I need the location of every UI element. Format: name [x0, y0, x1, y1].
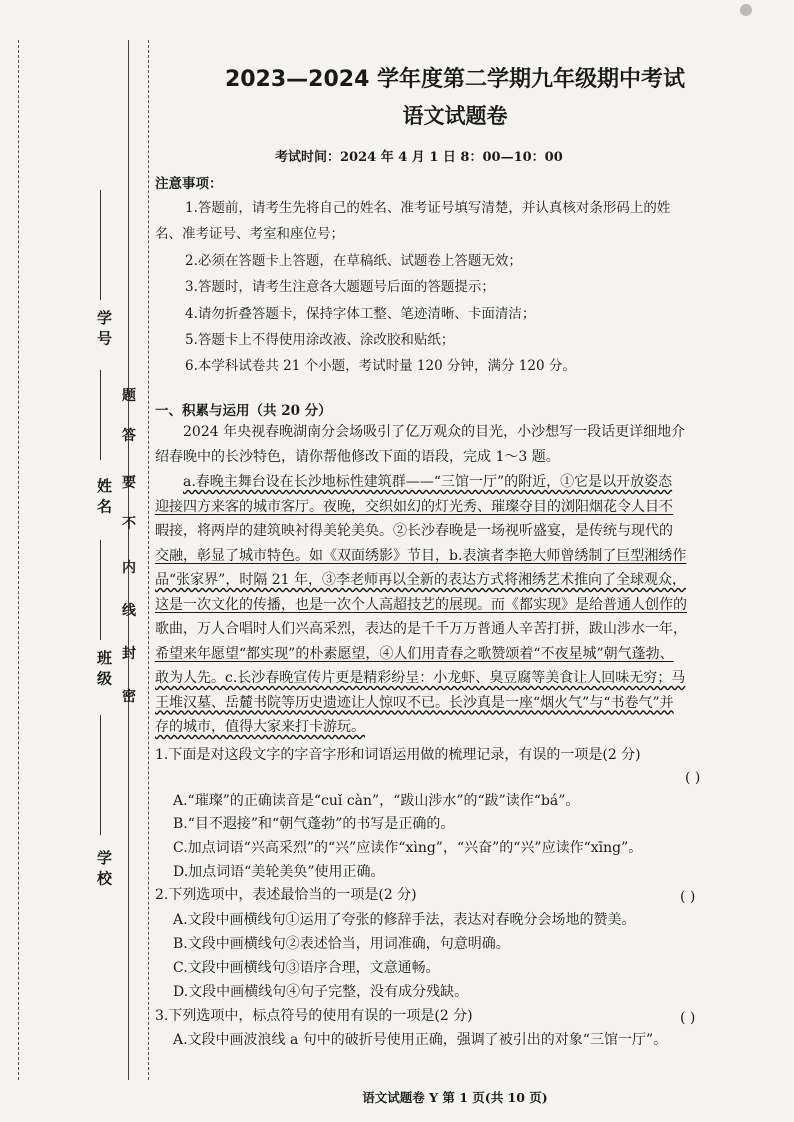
passage-line: 交融，彰显了城市特色。如《双面绣影》节目，b.表演者李艳大师曾绣制了巨型湘绣作 [155, 547, 687, 564]
passage-line: 敢为人先。c.长沙春晚宣传片更是精彩纷呈：小龙虾、臭豆腐等美食让人回味无穷；马 [155, 670, 686, 686]
option-b: B.文段中画横线句②表述恰当，用词准确，句意明确。 [173, 936, 510, 952]
school-blank[interactable] [100, 715, 102, 835]
exam-time: 考试时间：2024 年 4 月 1 日 8：00—10：00 [275, 150, 563, 165]
passage [155, 470, 735, 740]
notes-heading: 注意事项： [155, 176, 223, 192]
passage-line: 这是一次文化的传播，也是一次个人高超技艺的展现。而《都实现》是给普通人创作的 [155, 596, 687, 613]
option-c: C.加点词语“兴高采烈”的“兴”应读作“xìng”，“兴奋”的“兴”应读作“xīng”。 [173, 840, 643, 856]
note-item: 6.本学科试卷共 21 个小题，考试时量 120 分钟，满分 120 分。 [185, 358, 576, 374]
passage-line: 品“张家界”，时隔 21 年，③李老师再以全新的表达方式将湘绣艺术推向了全球观众， [155, 572, 687, 588]
question-3-stem: 3.下列选项中，标点符号的使用有误的一项是(2 分) [155, 1008, 473, 1024]
intro-line: 2024 年央视春晚湖南分会场吸引了亿万观众的目光，小沙想写一段话更详细地介 [183, 424, 686, 440]
page-subtitle: 语文试题卷 [402, 104, 508, 128]
student-id-blank[interactable] [100, 190, 102, 300]
student-id-label: 学 号 [95, 310, 113, 346]
page-footer: 语文试题卷 Y 第 1 页(共 10 页) [362, 1090, 548, 1105]
option-a: A.文段中画波浪线 a 句中的破折号使用正确，强调了被引出的对象“三馆一厅”。 [173, 1032, 668, 1048]
note-item: 2.必须在答题卡上答题，在草稿纸、试题卷上答题无效； [185, 253, 522, 269]
passage-line: 存的城市，值得大家来打卡游玩。 [155, 719, 365, 735]
passage-line: 希望来年愿望“都实现”的朴素愿望，④人们用青春之歌赞颂着“不夜星城”朝气蓬勃、 [155, 645, 674, 662]
seal-char: 答 [122, 428, 136, 444]
seal-char: 密 [122, 689, 136, 705]
option-a: A.“璀璨”的正确读音是“cuǐ càn”，“跋山涉水”的“跋”读作“bá”。 [173, 793, 580, 809]
page-title: 2023—2024 学年度第二学期九年级期中考试 [224, 67, 686, 92]
intro-line: 绍春晚中的长沙特色，请你帮他修改下面的语段，完成 1～3 题。 [155, 448, 560, 465]
passage-line: 迎接四方来客的城市客厅。夜晚，交织如幻的灯光秀、璀璨夺目的浏阳烟花令人目不 [155, 498, 673, 515]
name-blank[interactable] [100, 370, 102, 460]
answer-blank[interactable]: ( ) [685, 770, 701, 786]
school-label: 学 校 [95, 850, 113, 886]
passage-line: 王堆汉墓、岳麓书院等历史遗迹让人惊叹不已。长沙真是一座“烟火气”与“书卷气”并 [155, 694, 674, 711]
note-item: 4.请勿折叠答题卡，保持字体工整、笔迹清晰、卡面清洁； [185, 306, 536, 322]
section-heading: 一、积累与运用（共 20 分） [155, 403, 332, 419]
note-item: 3.答题时，请考生注意各大题题号后面的答题提示； [185, 279, 495, 295]
name-label: 姓 名 [95, 478, 113, 514]
seal-char: 题 [122, 388, 136, 404]
passage-line: 歌曲，万人合唱时人们兴高采烈，表达的是千千万万普通人辛苦打拼，跋山涉水一年， [155, 621, 687, 637]
question-1-stem: 1.下面是对这段文字的字音字形和词语运用做的梳理记录，有误的一项是(2 分) [155, 747, 641, 763]
passage-line: a.春晚主舞台设在长沙地标性建筑群——“三馆一厅”的附近，①它是以开放姿态 [183, 474, 673, 490]
passage-line: 暇接，将两岸的建筑映衬得美轮美奂。②长沙春晚是一场视听盛宴，是传统与现代的 [155, 523, 673, 539]
binding-hole [740, 4, 752, 16]
seal-char: 不 [122, 516, 136, 532]
option-b: B.“目不遐接”和“朝气蓬勃”的书写是正确的。 [173, 816, 455, 832]
seal-char: 线 [122, 603, 136, 619]
class-label: 班 级 [95, 650, 113, 686]
cut-line [148, 40, 149, 1080]
seal-char: 封 [122, 646, 136, 662]
note-item: 名、准考证号、考室和座位号； [155, 226, 344, 242]
intro-paragraph [155, 420, 735, 469]
option-d: D.加点词语“美轮美奂”使用正确。 [173, 864, 385, 880]
option-c: C.文段中画横线句③语序合理，文意通畅。 [173, 960, 440, 976]
answer-blank[interactable]: ( ) [680, 889, 696, 905]
note-item: 1.答题前，请考生先将自己的姓名、准考证号填写清楚，并认真核对条形码上的姓 [185, 200, 671, 216]
binding-margin [0, 0, 150, 1122]
note-item: 5.答题卡上不得使用涂改液、涂改胶和贴纸； [185, 332, 455, 348]
option-d: D.文段中画横线句④句子完整，没有成分残缺。 [173, 984, 469, 1000]
fold-line [18, 40, 19, 1080]
question-2-stem: 2.下列选项中，表述最恰当的一项是(2 分) [155, 887, 417, 903]
seal-char: 内 [122, 560, 136, 576]
answer-blank[interactable]: ( ) [680, 1010, 696, 1026]
seal-char: 要 [122, 475, 136, 491]
option-a: A.文段中画横线句①运用了夸张的修辞手法，表达对春晚分会场地的赞美。 [173, 912, 636, 928]
class-blank[interactable] [100, 540, 102, 640]
